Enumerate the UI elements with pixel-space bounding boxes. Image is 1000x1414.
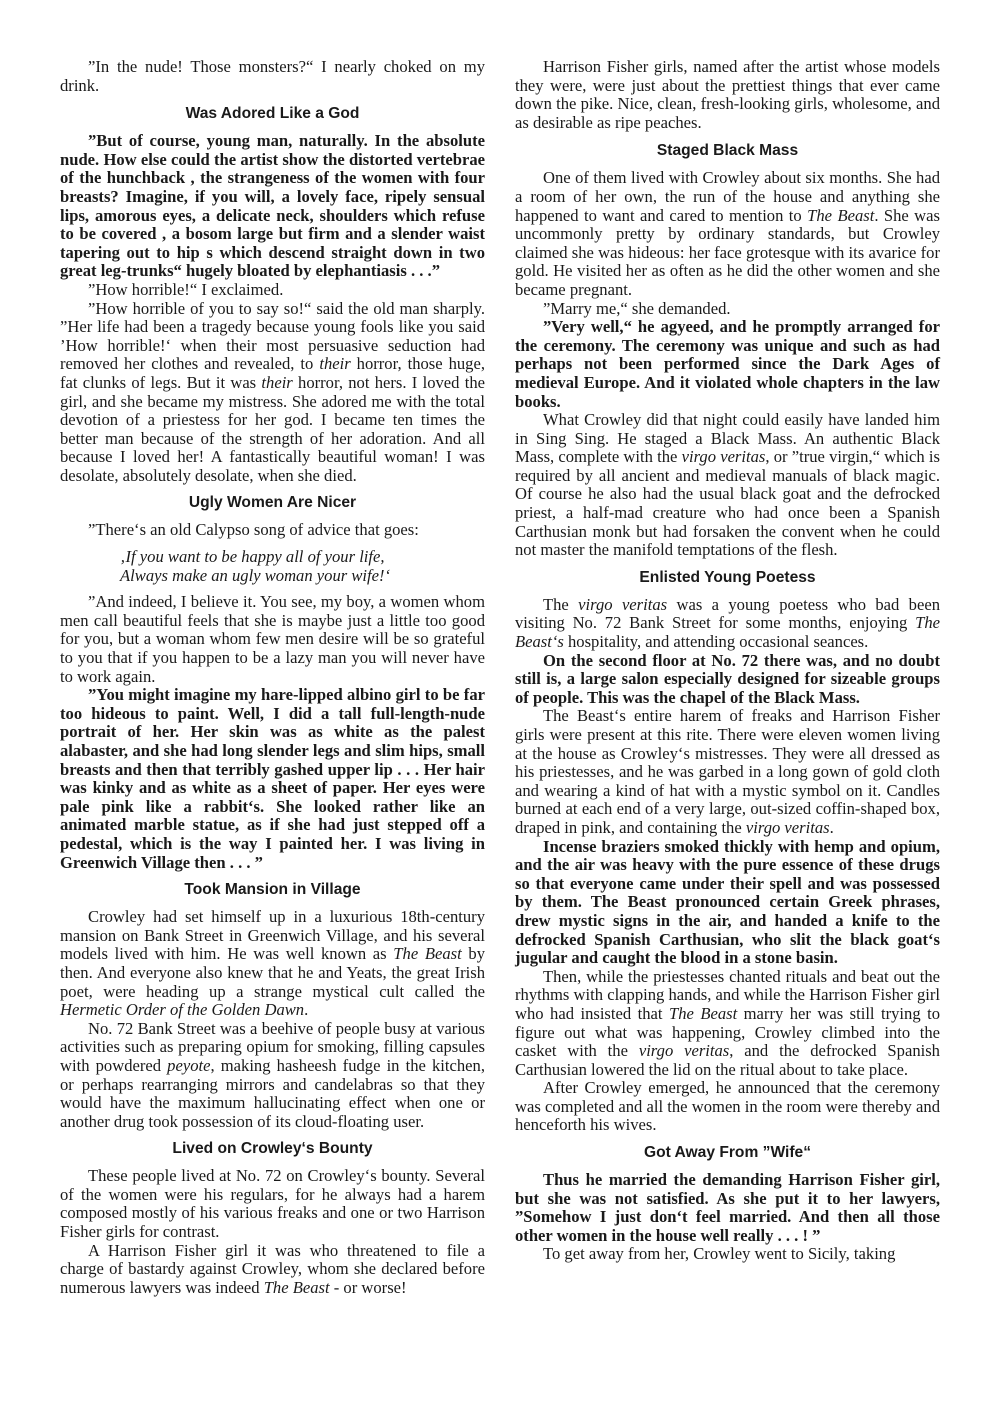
paragraph [515,169,940,299]
italic-run: Hermetic Order of the Golden Dawn [60,1000,305,1020]
italic-run: The Beast‘s [515,613,940,652]
paragraph [60,908,485,1020]
text-run: by then. And everyone also knew that he and Yeats, the great Irish poet, were heading up a strange mystical cult called the [60,944,485,1001]
right-column [515,58,940,1264]
paragraph: ”Marry me,“ she demanded. [543,298,731,318]
italic-run: The Beast [263,1277,330,1297]
text-run: . She was uncommonly pretty by ordinary standards, but Crowley claimed she was hideous: her face grotesque with its avarice for gold. He visited her as often as he did the other women and she became pregnant. [515,205,940,299]
text-run: ”How horrible of you to say so!“ said the old man sharply. ”Her life had been a tragedy because young fools like you said ’How horrible!‘ when their most persuasive seduction had removed her clothes and revealed, to [60,298,485,374]
italic-run: virgo veritas [578,594,668,614]
paragraph: ”You might imagine my hare-lipped albino girl to be far too hideous to paint. Well, I did a tall full-length-nude portrait of her. Her skin was as white as the palest alabaster, and she had long slender legs and slim hips, small breasts and then that terribly gashed upper lip . . . Her hair was kinky and as white as a sheet of paper. Her eyes were pale pink like a rabbit‘s. She looked rather like an animated marble statue, as if she had just stepped off a pedestal, which is the way I painted her. I was living in Greenwich Village then . . . ” [60,685,485,872]
paragraph: ”In the nude! Those monsters?“ I nearly choked on my drink. [60,57,485,95]
text-run: , and the defrocked Spanish Carthusian lowered the lid on the ritual about to take place. [515,1041,940,1079]
text-run: A Harrison Fisher girl it was who threatened to file a charge of bastardy against Crowley, whom she declared before numerous lawyers was indeed [60,1240,485,1297]
text-run: was a young poetess who bad been visiting No. 72 Bank Street for some months, enjoying [515,594,940,633]
paragraph [515,707,940,837]
text-run: , making hasheesh fudge in the kitchen, or perhaps rearranging mirrors and candelabras so that they would have the maximum hallucinating effect when one or another drug took possession of its cloud-floating user. [60,1055,485,1131]
section-heading: Ugly Women Are Nicer [188,494,357,512]
verse-line: ‚If you want to be happy all of your life, [120,547,385,567]
verse-quote [60,548,485,585]
text-run: , or ”true virgin,“ which is required by all ancient and medieval manuals of black magic. Of course he also had the usual black goat and the defrocked priest, a half-mad creature who had once been a Spanish Carthusian monk but had forsaken the convent when he could not master the manifold temptations of the flesh. [515,447,940,560]
italic-run: The Beast [668,1003,738,1023]
text-run: Then, while the priestesses chanted rituals and beat out the rhythms with clapping hands, and while the Harrison Fisher girl who had insisted that [515,966,940,1023]
section-heading: Was Adored Like a God [185,105,360,123]
paragraph: These people lived at No. 72 on Crowley‘s bounty. Several of the women were his regulars, for he always had a harem composed mostly of his various freaks and one or two Harrison Fisher girls for contrast. [60,1166,485,1242]
paragraph: ”There‘s an old Calypso song of advice that goes: [88,520,419,540]
italic-run: their [319,354,351,374]
italic-run: virgo veritas [681,447,766,467]
italic-run: The Beast [393,944,462,964]
italic-run: The Beast [807,205,875,225]
paragraph: Thus he married the demanding Harrison Fisher girl, but she was not satisfied. As she put it to her lawyers, ”Somehow I just don‘t feel married. And then all those other women in the house well really . . . ! ” [515,1170,940,1245]
text-run: The [543,594,579,614]
paragraph [60,1020,485,1132]
italic-run: their [261,372,293,392]
paragraph [515,411,940,560]
paragraph: ”Very well,“ he agyeed, and he promptly arranged for the ceremony. The ceremony was unique and such as had perhaps not been performed since the Dark Ages of medieval Europe. And it violated whole chapters in the law books. [515,317,940,411]
text-run: marry her was still trying to figure out what was happening, Crowley climbed into the casket with the [515,1003,941,1061]
italic-run: virgo veritas [745,817,830,837]
paragraph: Incense braziers smoked thickly with hemp and opium, and the air was heavy with the pure essence of these drugs so that everyone came under their spell and was possessed by them. The Beast pronounced certain Greek phrases, drew mystic signs in the air, and handed a knife to the defrocked Spanish Carthusian, who slit the black goat‘s jugular and caught the blood in a stone basin. [515,836,940,968]
section-heading: Got Away From ”Wife“ [643,1144,812,1162]
italic-run: peyote [167,1055,211,1075]
text-run: . [304,1000,309,1020]
section-heading: Took Mansion in Village [184,881,361,899]
text-run: hospitality, and attending occasional seances. [563,632,869,652]
left-column [60,58,485,1297]
paragraph [515,596,940,652]
text-run: No. 72 Bank Street was a beehive of people busy at various activities such as preparing opium for smoking, filling capsules with powdered [60,1018,485,1075]
text-run: Crowley had set himself up in a luxurious 18th-century mansion on Bank Street in Greenwich Village, and his several models lived with him. He was well known as [60,907,485,964]
text-run: horror, those huge, fat clunks of legs. But it was [60,354,485,392]
text-run: The Beast‘s entire harem of freaks and Harrison Fisher girls were present at this rite. There were eleven women living at the house as Crowley‘s mistresses. They were all dressed as his priestesses, and he was garbed in a long gown of gold cloth and wearing a kind of hat with a mystic symbol on it. Candles burned at each end of a very large, out-sized coffin-shaped box, draped in pink, and containing the [515,706,940,837]
paragraph [60,1242,485,1298]
paragraph: After Crowley emerged, he announced that the ceremony was completed and all the women in the room were thereby and henceforth his wives. [515,1078,940,1135]
text-run: One of them lived with Crowley about six months. She had a room of her own, the run of the house and anything she happened to want and cared to mention to [515,168,940,225]
text-run: - or worse! [329,1277,407,1297]
paragraph: To get away from her, Crowley went to Sicily, taking [543,1244,896,1264]
text-run: horror, not hers. I loved the girl, and she became my mistress. She adored me with the total devotion of a priestess for her god. I became ten times the better man because of the strength of her adoration. And all because I loved her! A fantastically beautiful woman! I was desolate, absolutely desolate, when she died. [60,372,485,485]
section-heading: Enlisted Young Poetess [639,568,816,586]
paragraph: ”And indeed, I believe it. You see, my boy, a women whom men call beautiful feels that she is maybe just a little too good for you, but a woman whom few men desire will be so grateful to you that if you happen to be a lazy man you will never have to work again. [60,592,485,686]
text-run: . [829,817,834,837]
paragraph: On the second floor at No. 72 there was, and no doubt still is, a large salon especially designed for sizeable groups of people. This was the chapel of the Black Mass. [515,650,940,707]
paragraph [515,968,940,1080]
section-heading: Staged Black Mass [656,142,799,160]
italic-run: virgo veritas [638,1041,730,1061]
paragraph [60,300,485,486]
paragraph: ”How horrible!“ I exclaimed. [88,279,284,299]
verse-line: Always make an ugly woman your wife!‘ [120,565,391,585]
paragraph: Harrison Fisher girls, named after the artist whose models they were, were just about the prettiest things that ever came down the pike. Nice, clean, fresh-looking girls, wholesome, and as desirable as ripe peaches. [515,57,940,132]
section-heading: Lived on Crowley‘s Bounty [172,1140,373,1158]
text-run: What Crowley did that night could easily have landed him in Sing Sing. He staged a Black Mass. An authentic Black Mass, complete with the [515,410,940,467]
paragraph: ”But of course, young man, naturally. In the absolute nude. How else could the artist show the distorted vertebrae of the hunchback , the strangeness of the women with four breasts? Imagine, if you will, a lovely face, ripely sensual lips, amorous eyes, a delicate neck, shoulders which refuse to be covered , a bosom large but firm and a slender waist tapering out to hip s which descend straight down in two great leg-trunks“ hugely bloated by elephantiasis . . .” [60,131,485,281]
